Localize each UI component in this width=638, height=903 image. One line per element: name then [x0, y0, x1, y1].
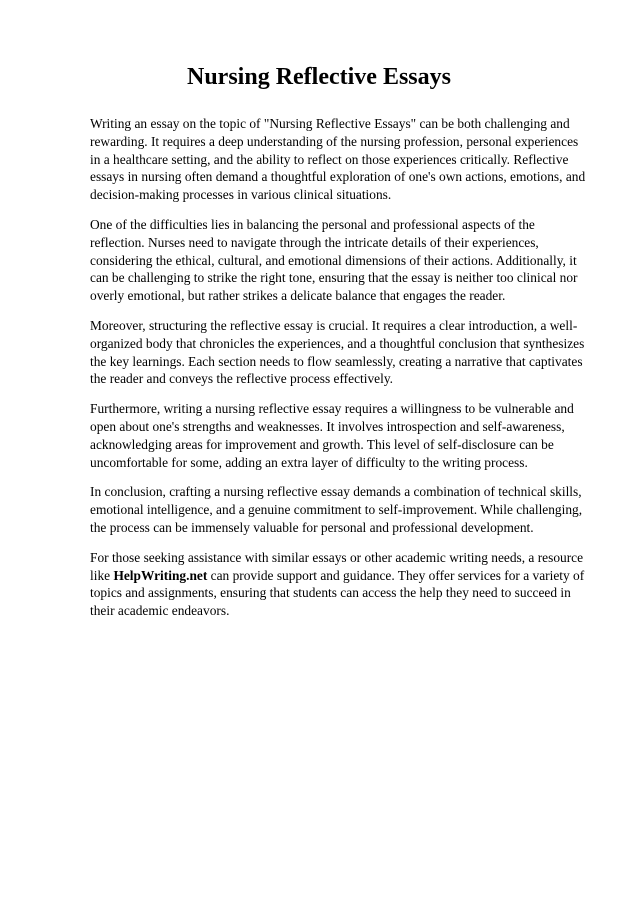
paragraph-intro: Writing an essay on the topic of "Nursing Reflective Essays" can be both challenging and rewarding. It requires a deep understanding of the nursing profession, personal experiences in a healthcare setting, and the ability to reflect on those experiences critically. Reflective essays in nursing often demand a thoughtful exploration of one's own actions, emotions, and decision-making processes in various clinical situations. — [90, 116, 586, 203]
assistance-text-before: For those seeking assistance with similar essays or other academic writing needs, a resource like — [90, 549, 584, 583]
paragraph-conclusion: In conclusion, crafting a nursing reflective essay demands a combination of technical skills, emotional intelligence, and a genuine commitment to self-improvement. While challenging, the process can be immensely valuable for personal and professional development. — [90, 484, 583, 535]
assistance-text-after: can provide support and guidance. They offer services for a variety of topics and assignments, ensuring that students can access the help they need to succeed in their academic endeavors. — [90, 567, 585, 619]
helpwriting-link[interactable]: HelpWriting.net — [113, 567, 208, 583]
paragraph-structure: Moreover, structuring the reflective essay is crucial. It requires a clear introduction, a well-organized body that chronicles the experiences, and a thoughtful conclusion that synthesizes the key learnings. Each section needs to flow seamlessly, creating a narrative that captivates the reader and conveys the reflective process effectively. — [90, 317, 585, 387]
paragraph-difficulties: One of the difficulties lies in balancing the personal and professional aspects of the reflection. Nurses need to navigate through the intricate details of their experiences, considering the ethical, cultural, and emotional dimensions of their actions. Additionally, it can be challenging to strike the right tone, ensuring that the essay is neither too clinical nor overly emotional, but rather strikes a delicate balance that engages the reader. — [90, 216, 578, 304]
paragraph-vulnerability: Furthermore, writing a nursing reflective essay requires a willingness to be vulnerable and open about one's strengths and weaknesses. It involves introspection and self-awareness, acknowledging areas for improvement and growth. This level of self-disclosure can be uncomfortable for some, adding an extra layer of difficulty to the writing process. — [90, 401, 574, 470]
paragraph-assistance — [90, 549, 590, 620]
document-title: Nursing Reflective Essays — [187, 64, 451, 90]
